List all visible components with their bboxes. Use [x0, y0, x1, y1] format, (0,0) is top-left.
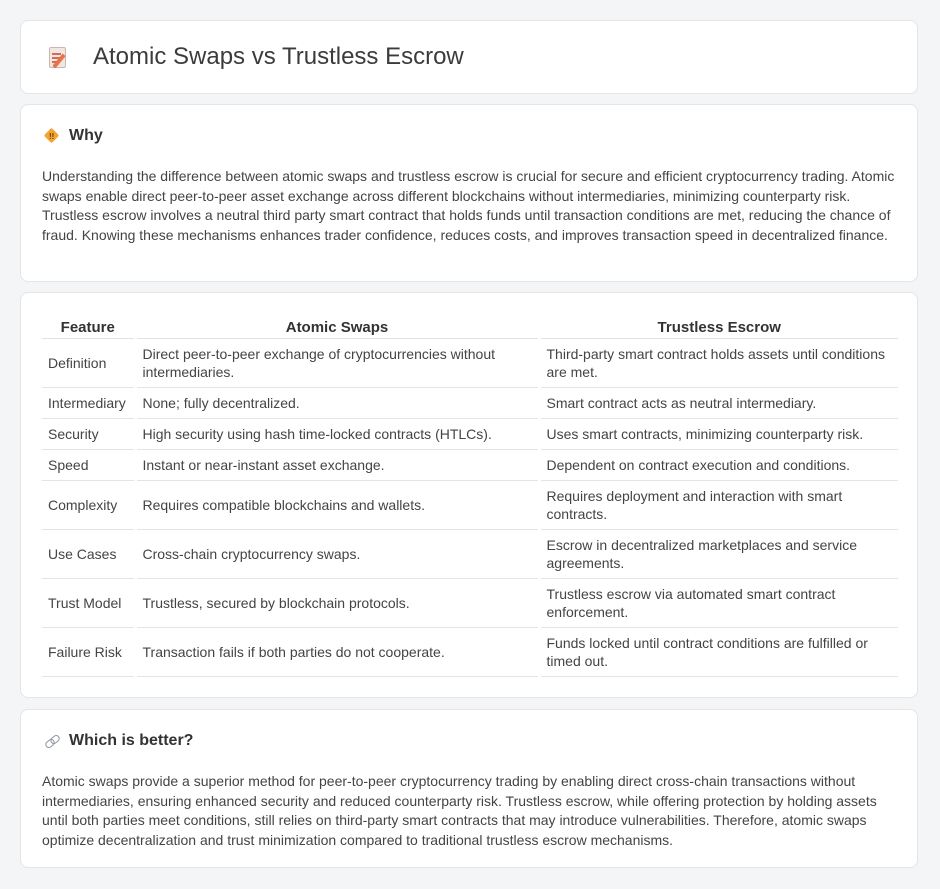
- feature-cell: Trust Model: [42, 579, 135, 628]
- feature-cell: Intermediary: [42, 388, 135, 419]
- atomic-cell: Transaction fails if both parties do not cooperate.: [135, 628, 539, 677]
- feature-cell: Security: [42, 419, 135, 450]
- atomic-cell: High security using hash time-locked contracts (HTLCs).: [135, 419, 539, 450]
- which-better-section: [20, 709, 918, 868]
- feature-cell: Complexity: [42, 481, 135, 530]
- atomic-cell: Requires compatible blockchains and wallets.: [135, 481, 539, 530]
- why-text: Understanding the difference between atomic swaps and trustless escrow is crucial for secure and efficient cryptocurrency trading. Atomic swaps enable direct peer-to-peer asset exchange across different blockchains without intermediaries, minimizing counterparty risk. Trustless escrow involves a neutral third party smart contract that holds funds until transaction conditions are met, reducing the chance of fraud. Knowing these mechanisms enhances trader confidence, reduces costs, and improves transaction speed in decentralized finance.: [42, 168, 895, 243]
- comparison-table: [42, 316, 898, 677]
- why-header: [43, 127, 103, 145]
- diamond-sign-icon: !!: [43, 127, 61, 145]
- table-row: [42, 419, 898, 450]
- feature-cell: Definition: [42, 339, 135, 388]
- better-header: [43, 732, 193, 750]
- escrow-cell: Funds locked until contract conditions are fulfilled or timed out.: [539, 628, 898, 677]
- comparison-section: [20, 292, 918, 698]
- atomic-cell: None; fully decentralized.: [135, 388, 539, 419]
- escrow-cell: Third-party smart contract holds assets until conditions are met.: [539, 339, 898, 388]
- header-trustless-escrow: Trustless Escrow: [539, 316, 898, 339]
- title-bar: [47, 43, 464, 71]
- escrow-cell: Uses smart contracts, minimizing counterparty risk.: [539, 419, 898, 450]
- better-text: Atomic swaps provide a superior method for peer-to-peer cryptocurrency trading by enabling direct cross-chain transactions without intermediaries, ensuring enhanced security and reduced counterparty risk. Trustless escrow, while offering protection by holding assets until both parties meet conditions, still relies on third-party smart contracts that may introduce vulnerabilities. Therefore, atomic swaps optimize decentralization and trust minimization compared to traditional trustless escrow mechanisms.: [42, 773, 877, 848]
- why-heading: Why: [69, 127, 103, 144]
- table-row: [42, 530, 898, 579]
- feature-cell: Failure Risk: [42, 628, 135, 677]
- why-section: [20, 104, 918, 282]
- atomic-cell: Cross-chain cryptocurrency swaps.: [135, 530, 539, 579]
- table-row: [42, 450, 898, 481]
- table-row: [42, 481, 898, 530]
- escrow-cell: Escrow in decentralized marketplaces and service agreements.: [539, 530, 898, 579]
- header-feature: Feature: [42, 316, 135, 339]
- table-row: [42, 628, 898, 677]
- table-header-row: [42, 316, 898, 339]
- atomic-cell: Trustless, secured by blockchain protocols.: [135, 579, 539, 628]
- table-row: [42, 579, 898, 628]
- header-atomic-swaps: Atomic Swaps: [135, 316, 539, 339]
- link-icon: [43, 732, 61, 750]
- table-row: [42, 388, 898, 419]
- feature-cell: Use Cases: [42, 530, 135, 579]
- page-title: Atomic Swaps vs Trustless Escrow: [93, 43, 464, 70]
- atomic-cell: Direct peer-to-peer exchange of cryptocurrencies without intermediaries.: [135, 339, 539, 388]
- atomic-cell: Instant or near-instant asset exchange.: [135, 450, 539, 481]
- escrow-cell: Trustless escrow via automated smart contract enforcement.: [539, 579, 898, 628]
- table-row: [42, 339, 898, 388]
- better-heading: Which is better?: [69, 732, 194, 749]
- escrow-cell: Requires deployment and interaction with smart contracts.: [539, 481, 898, 530]
- escrow-cell: Dependent on contract execution and conditions.: [539, 450, 898, 481]
- escrow-cell: Smart contract acts as neutral intermediary.: [539, 388, 898, 419]
- document-pencil-icon: [47, 45, 69, 69]
- feature-cell: Speed: [42, 450, 135, 481]
- title-card: [20, 20, 918, 94]
